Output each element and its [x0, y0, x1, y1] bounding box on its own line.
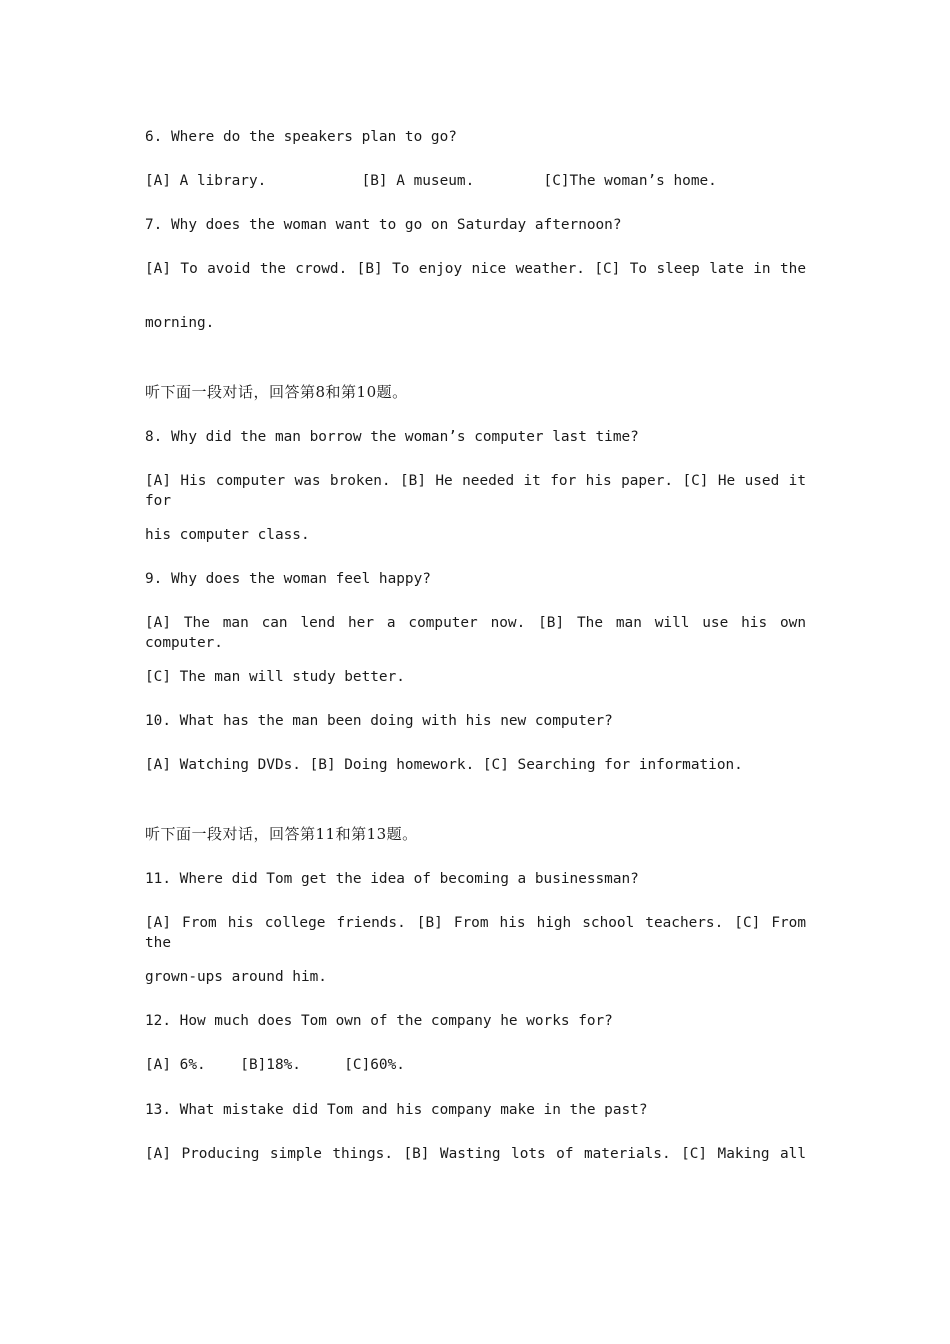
question-8: 8. Why did the man borrow the woman’s computer last time?: [145, 429, 639, 445]
question-7-options-cont: morning.: [145, 315, 215, 331]
question-13-options: [A] Producing simple things. [B] Wasting lots of materials. [C] Making all: [145, 1146, 806, 1162]
question-6: 6. Where do the speakers plan to go?: [145, 129, 457, 145]
question-12: 12. How much does Tom own of the company he works for?: [145, 1013, 613, 1029]
question-12-options: [A] 6%. [B]18%. [C]60%.: [145, 1057, 405, 1073]
section-instruction-11-13: 听下面一段对话，回答第11和第13题。: [145, 825, 418, 843]
question-9-options: [A] The man can lend her a computer now. [B] The man will use his own computer.: [145, 615, 806, 651]
question-9: 9. Why does the woman feel happy?: [145, 571, 431, 587]
question-8-options: [A] His computer was broken. [B] He needed it for his paper. [C] He used it for: [145, 473, 806, 509]
question-6-options: [A] A library. [B] A museum. [C]The woman’s home.: [145, 173, 717, 189]
question-8-options-cont: his computer class.: [145, 527, 310, 543]
question-7-options: [A] To avoid the crowd. [B] To enjoy nice weather. [C] To sleep late in the: [145, 261, 806, 277]
question-11: 11. Where did Tom get the idea of becoming a businessman?: [145, 871, 639, 887]
question-11-options-cont: grown-ups around him.: [145, 969, 327, 985]
question-7: 7. Why does the woman want to go on Saturday afternoon?: [145, 217, 622, 233]
section-instruction-8-10: 听下面一段对话，回答第8和第10题。: [145, 383, 408, 401]
question-10: 10. What has the man been doing with his new computer?: [145, 713, 613, 729]
question-13: 13. What mistake did Tom and his company make in the past?: [145, 1102, 648, 1118]
question-9-options-cont: [C] The man will study better.: [145, 669, 405, 685]
question-10-options: [A] Watching DVDs. [B] Doing homework. [C] Searching for information.: [145, 757, 743, 773]
question-11-options: [A] From his college friends. [B] From his high school teachers. [C] From the: [145, 915, 806, 951]
